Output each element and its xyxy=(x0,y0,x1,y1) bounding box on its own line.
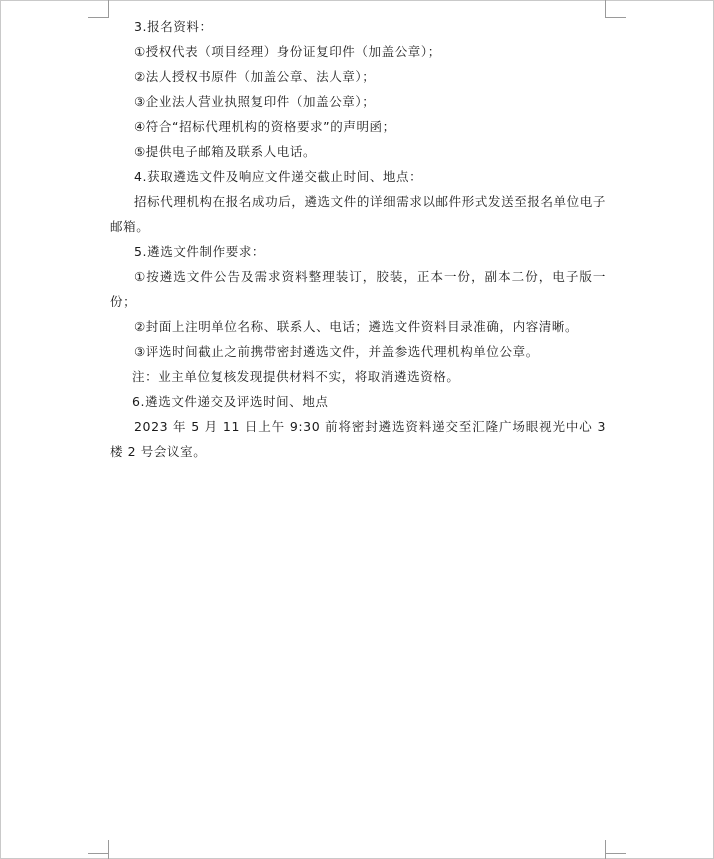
crop-mark-bottom-right xyxy=(605,853,626,854)
list-item: ③评选时间截止之前携带密封遴选文件，并盖参选代理机构单位公章。 xyxy=(134,344,539,359)
crop-mark-top-right xyxy=(605,17,626,18)
list-item: ④符合“招标代理机构的资格要求”的声明函； xyxy=(134,119,396,134)
crop-mark-bottom-left xyxy=(88,853,109,854)
list-item: ⑤提供电子邮箱及联系人电话。 xyxy=(134,144,317,159)
crop-mark-bottom-right xyxy=(605,840,606,859)
crop-mark-top-left xyxy=(88,17,109,18)
list-item: ③企业法人营业执照复印件（加盖公章）； xyxy=(134,94,376,109)
list-item: ②法人授权书原件（加盖公章、法人章）； xyxy=(134,69,376,84)
section-heading: 6.遴选文件递交及评选时间、地点 xyxy=(132,394,329,409)
paragraph: 招标代理机构在报名成功后，遴选文件的详细需求以邮件形式发送至报名单位电子邮箱。 xyxy=(110,194,606,234)
section-heading: 4.获取遴选文件及响应文件递交截止时间、地点： xyxy=(134,169,423,184)
crop-mark-bottom-left xyxy=(108,840,109,859)
list-item: ①按遴选文件公告及需求资料整理装订，胶装，正本一份，副本二份，电子版一份； xyxy=(110,269,606,309)
section-heading: 3.报名资料： xyxy=(134,19,213,34)
list-item: ②封面上注明单位名称、联系人、电话；遴选文件资料目录准确，内容清晰。 xyxy=(134,319,579,334)
document-body xyxy=(110,14,606,464)
paragraph: 2023 年 5 月 11 日上午 9:30 前将密封遴选资料递交至汇隆广场眼视光中心 3 楼 2 号会议室。 xyxy=(110,419,606,459)
section-heading: 5.遴选文件制作要求： xyxy=(134,244,266,259)
note: 注：业主单位复核发现提供材料不实，将取消遴选资格。 xyxy=(132,369,460,384)
crop-mark-top-left xyxy=(108,0,109,17)
list-item: ①授权代表（项目经理）身份证复印件（加盖公章）； xyxy=(134,44,441,59)
